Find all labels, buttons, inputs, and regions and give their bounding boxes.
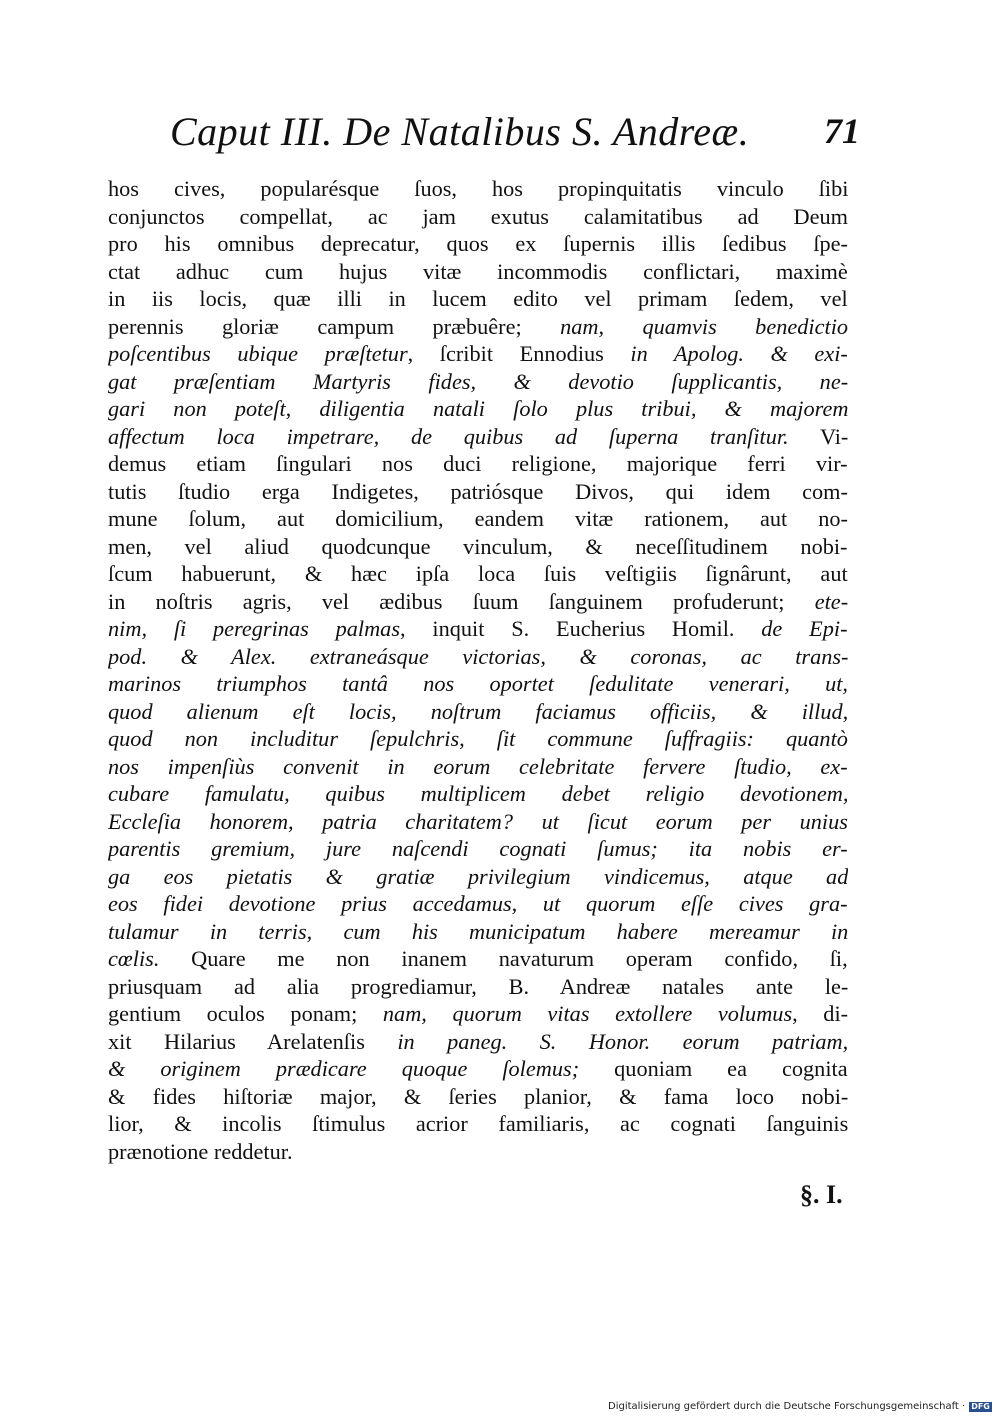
italic-segment: nos impenſiùs convenit in eorum celebritate fervere ſtudio, ex-: [108, 753, 848, 779]
text-line: [108, 478, 848, 506]
text-line: [108, 918, 848, 946]
text-line: [108, 1138, 848, 1166]
text-line: [108, 1055, 848, 1083]
roman-segment: demus etiam ſingulari nos duci religione, majorique ferri vir-: [108, 451, 848, 476]
italic-segment: marinos triumphos tantâ nos oportet ſedulitate venerari, ut,: [108, 671, 848, 696]
roman-segment: xit Hilarius Arelatenſis: [108, 1028, 398, 1054]
text-line: [108, 368, 848, 396]
italic-segment: cœlis.: [108, 946, 160, 971]
text-line: [108, 175, 848, 203]
credit-text: Digitalisierung gefördert durch die Deutsche Forschungsgemeinschaft ·: [608, 1401, 966, 1412]
roman-segment: tutis ſtudio erga Indigetes, patriósque Divos, qui idem com-: [108, 478, 848, 504]
body-text: [108, 175, 848, 1165]
roman-segment: Quare me non inanem navaturum operam confido, ſi,: [159, 946, 848, 971]
text-line: [108, 423, 848, 451]
roman-segment: quoniam ea cognita: [579, 1056, 848, 1081]
roman-segment: ctat adhuc cum hujus vitæ incommodis conflictari, maximè: [108, 258, 848, 284]
text-line: [108, 395, 848, 423]
roman-segment: , ſcribit Ennodius: [407, 341, 631, 366]
text-line: [108, 285, 848, 313]
italic-segment: nim, ſi peregrinas palmas: [108, 616, 400, 641]
text-line: [108, 203, 848, 231]
roman-segment: priusquam ad alia progrediamur, B. Andreæ natales ante le-: [108, 973, 848, 999]
roman-segment: lior, & incolis ſtimulus acrior familiaris, ac cognati ſanguinis: [108, 1111, 848, 1136]
roman-segment: mune ſolum, aut domicilium, eandem vitæ rationem, aut no-: [108, 506, 848, 531]
italic-segment: tulamur in terris, cum his municipatum habere mereamur in: [108, 918, 848, 944]
italic-segment: gat præſentiam Martyris fides, & devotio ſupplicantis, ne-: [108, 368, 848, 394]
roman-segment: Vi-: [788, 423, 848, 449]
page-number: 71: [824, 111, 860, 151]
text-line: [108, 533, 848, 561]
section-mark: §. I.: [800, 1180, 843, 1209]
italic-segment: quod alienum eſt locis, noſtrum faciamus officiis, & illud,: [108, 698, 848, 724]
text-line: [108, 753, 848, 781]
roman-segment: conjunctos compellat, ac jam exutus calamitatibus ad Deum: [108, 203, 848, 229]
roman-segment: prænotione reddetur.: [108, 1138, 293, 1164]
italic-segment: in paneg. S. Honor. eorum patriam,: [397, 1028, 848, 1054]
text-line: [108, 588, 848, 616]
text-line: [108, 835, 848, 863]
text-line: [108, 780, 848, 808]
text-line: [108, 450, 848, 478]
text-line: [108, 313, 848, 341]
roman-segment: , di-: [792, 1001, 848, 1026]
text-line: [108, 1000, 848, 1028]
roman-segment: ſcum habuerunt, & hæc ipſa loca ſuis veſtigiis ſignârunt, aut: [108, 561, 848, 586]
text-line: [108, 560, 848, 588]
running-title: Caput III. De Natalibus S. Andreæ.: [170, 109, 750, 154]
roman-segment: men, vel aliud quodcunque vinculum, & neceſſitudinem nobi-: [108, 533, 848, 559]
italic-segment: eos fidei devotione prius accedamus, ut quorum eſſe cives gra-: [108, 891, 848, 916]
text-line: [108, 230, 848, 258]
roman-segment: in iis locis, quæ illi in lucem edito vel primam ſedem, vel: [108, 286, 848, 311]
italic-segment: Eccleſia honorem, patria charitatem? ut ſicut eorum per unius: [108, 808, 848, 834]
text-line: [108, 808, 848, 836]
text-line: [108, 615, 848, 643]
text-line: [108, 505, 848, 533]
roman-segment: pro his omnibus deprecatur, quos ex ſupernis illis ſedibus ſpe-: [108, 231, 848, 256]
roman-segment: , inquit S. Eucherius Homil.: [400, 616, 762, 641]
italic-segment: nam, quorum vitas extollere volumus: [382, 1001, 793, 1026]
italic-segment: de Epi-: [761, 616, 848, 641]
page-header: [170, 108, 860, 164]
text-line: [108, 725, 848, 753]
roman-segment: gentium oculos ponam;: [108, 1001, 383, 1026]
roman-segment: & fides hiſtoriæ major, & ſeries planior, & fama loco nobi-: [108, 1083, 848, 1109]
italic-segment: poſcentibus ubique præſtetur: [108, 341, 408, 366]
text-line: [108, 890, 848, 918]
text-line: [108, 1110, 848, 1138]
italic-segment: ete-: [814, 588, 848, 614]
roman-segment: in noſtris agris, vel ædibus ſuum ſanguinem profuderunt;: [108, 588, 815, 614]
italic-segment: cubare famulatu, quibus multiplicem debet religio devotionem,: [108, 781, 848, 806]
italic-segment: gari non poteſt, diligentia natali ſolo plus tribui, & majorem: [108, 396, 848, 421]
text-line: [108, 945, 848, 973]
text-line: [108, 258, 848, 286]
italic-segment: in Apolog. & exi-: [630, 341, 848, 366]
roman-segment: perennis gloriæ campum præbuêre;: [108, 313, 561, 339]
italic-segment: quod non includitur ſepulchris, ſit commune ſuffragiis: quantò: [108, 726, 848, 751]
text-line: [108, 340, 848, 368]
italic-segment: & originem prædicare quoque ſolemus;: [108, 1056, 580, 1081]
italic-segment: ga eos pietatis & gratiæ privilegium vindicemus, atque ad: [108, 863, 848, 889]
text-line: [108, 863, 848, 891]
italic-segment: nam, quamvis benedictio: [560, 313, 848, 339]
dfg-logo: DFG: [971, 1401, 990, 1411]
text-line: [108, 973, 848, 1001]
text-line: [108, 1028, 848, 1056]
roman-segment: hos cives, popularésque ſuos, hos propinquitatis vinculo ſibi: [108, 176, 848, 201]
italic-segment: affectum loca impetrare, de quibus ad ſuperna tranſitur.: [108, 423, 789, 449]
text-line: [108, 698, 848, 726]
italic-segment: parentis gremium, jure naſcendi cognati ſumus; ita nobis er-: [108, 836, 848, 861]
text-line: [108, 670, 848, 698]
digitization-credit: [608, 1401, 992, 1412]
text-line: [108, 1083, 848, 1111]
text-line: [108, 643, 848, 671]
italic-segment: pod. & Alex. extraneásque victorias, & coronas, ac trans-: [108, 643, 848, 669]
